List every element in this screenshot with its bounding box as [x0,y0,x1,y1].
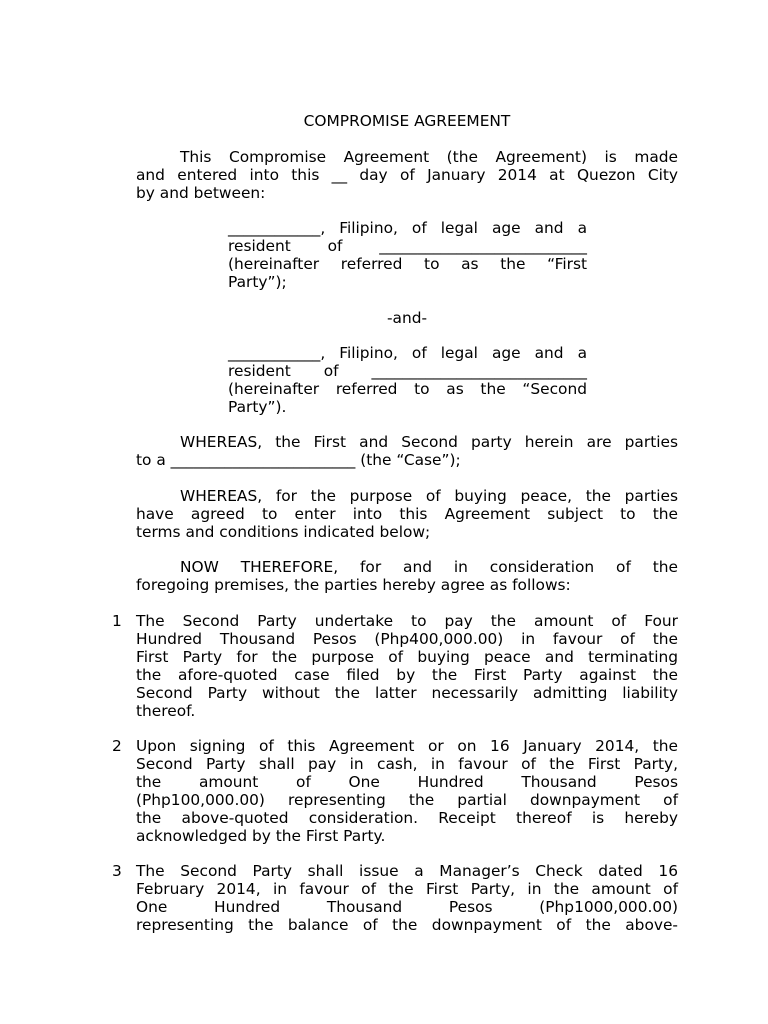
list-item-line: Hundred Thousand Pesos (Php400,000.00) in favour of the [136,630,678,648]
whereas-first-paragraph [136,433,678,469]
list-item [136,737,678,845]
whereas-line: WHEREAS, the First and Second party herein are parties [180,433,678,451]
now-therefore-paragraph [136,558,678,594]
list-item-line: Upon signing of this Agreement or on 16 January 2014, the [136,737,678,755]
first-party-line: ____________, Filipino, of legal age and a [228,219,587,237]
list-item-number: 3 [112,862,122,880]
list-item-line: The Second Party shall issue a Manager’s Check dated 16 [136,862,678,880]
first-party-line: resident of ___________________________ [228,237,587,255]
intro-paragraph [136,148,678,202]
first-party-line: (hereinafter referred to as the “First [228,255,587,273]
whereas-line: terms and conditions indicated below; [136,523,431,541]
whereas-line: WHEREAS, for the purpose of buying peace, the parties [180,487,678,505]
second-party-block [228,344,587,416]
list-item-line: the above-quoted consideration. Receipt thereof is hereby [136,809,678,827]
first-party-block [228,219,587,291]
list-item-line: thereof. [136,702,196,720]
list-item-line: Second Party without the latter necessarily admitting liability [136,684,678,702]
whereas-line: to a ________________________ (the “Case”); [136,451,461,469]
now-therefore-line: foregoing premises, the parties hereby agree as follows: [136,576,571,594]
document-title: COMPROMISE AGREEMENT [303,112,511,130]
second-party-line: Party”). [228,398,287,416]
intro-line: This Compromise Agreement (the Agreement) is made [180,148,678,166]
list-item-number: 2 [112,737,122,755]
list-item-line: the amount of One Hundred Thousand Pesos [136,773,678,791]
second-party-line: resident of ____________________________ [228,362,587,380]
list-item-line: (Php100,000.00) representing the partial downpayment of [136,791,678,809]
list-item-line: acknowledged by the First Party. [136,827,386,845]
list-item [136,612,678,720]
first-party-line: Party”); [228,273,287,291]
whereas-line: have agreed to enter into this Agreement subject to the [136,505,678,523]
list-item [136,862,678,934]
and-separator: -and- [386,309,428,327]
whereas-second-paragraph [136,487,678,541]
list-item-line: The Second Party undertake to pay the amount of Four [136,612,678,630]
intro-line: and entered into this __ day of January 2014 at Quezon City [136,166,678,184]
second-party-line: (hereinafter referred to as the “Second [228,380,587,398]
list-item-line: One Hundred Thousand Pesos (Php1000,000.00) [136,898,678,916]
list-item-line: representing the balance of the downpayment of the above- [136,916,678,934]
second-party-line: ____________, Filipino, of legal age and a [228,344,587,362]
list-item-line: February 2014, in favour of the First Party, in the amount of [136,880,678,898]
list-item-line: First Party for the purpose of buying peace and terminating [136,648,678,666]
list-item-line: Second Party shall pay in cash, in favour of the First Party, [136,755,678,773]
list-item-number: 1 [112,612,122,630]
list-item-line: the afore-quoted case filed by the First Party against the [136,666,678,684]
now-therefore-line: NOW THEREFORE, for and in consideration of the [180,558,678,576]
intro-line: by and between: [136,184,266,202]
